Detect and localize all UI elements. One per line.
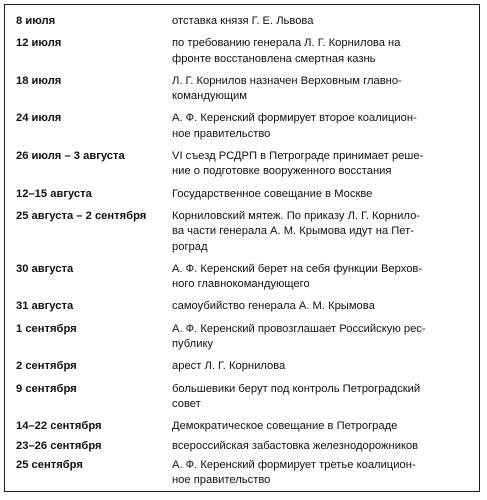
- table-row: [16, 382, 466, 413]
- row-event: А. Ф. Керенский провозглашает Российскую рес- публику: [172, 322, 426, 351]
- row-event: Государственное совещание в Москве: [172, 187, 373, 200]
- table-row: [16, 149, 466, 180]
- row-event: отставка князя Г. Е. Львова: [172, 15, 314, 27]
- table-row: [16, 262, 466, 293]
- row-date: 26 июля – 3 августа: [16, 150, 125, 163]
- row-event: Демократическое совещание в Петрограде: [172, 420, 398, 433]
- row-event: всероссийская забастовка железнодорожников: [172, 439, 419, 452]
- row-event: самоубийство генерала А. М. Крымова: [172, 300, 375, 313]
- row-event: по требованию генерала Л. Г. Корнилова на фронте восстановлена смертная казнь: [172, 37, 401, 65]
- table-row: [16, 74, 466, 105]
- row-date: 8 июля: [16, 15, 56, 27]
- table-row: [16, 439, 466, 454]
- row-date: 30 августа: [16, 262, 74, 275]
- table-row: [16, 14, 466, 29]
- row-date: 31 августа: [16, 300, 74, 313]
- table-row: [16, 209, 466, 255]
- row-date: 12–15 августа: [16, 187, 92, 200]
- table-row: [16, 322, 466, 353]
- row-date: 12 июля: [16, 37, 62, 50]
- table-row: [16, 36, 466, 67]
- row-date: 25 августа – 2 сентября: [16, 209, 147, 222]
- row-date: 9 сентября: [16, 382, 77, 395]
- chronology-table: [16, 14, 466, 495]
- row-event: Корниловский мятеж. По приказу Л. Г. Корнило- ва части генерала А. М. Крымова идут на Пет- роград: [172, 209, 421, 253]
- row-date: 25 сентября: [16, 458, 83, 471]
- row-event: Л. Г. Корнилов назначен Верховным главно- командующим: [172, 74, 402, 103]
- row-date: 1 сентября: [16, 322, 77, 335]
- row-date: 2 сентября: [16, 360, 77, 373]
- row-event: арест Л. Г. Корнилова: [172, 360, 286, 373]
- row-date: 18 июля: [16, 74, 62, 87]
- table-row: [16, 299, 466, 314]
- table-row: [16, 187, 466, 202]
- row-event: VI съезд РСДРП в Петрограде принимает реше- ние о подготовке вооруженного восстания: [172, 150, 424, 178]
- row-date: 24 июля: [16, 112, 62, 125]
- row-date: 23–26 сентября: [16, 439, 102, 452]
- table-row: [16, 111, 466, 142]
- row-event: А. Ф. Керенский формирует третье коалицион- ное правительство: [172, 458, 416, 487]
- row-event: А. Ф. Керенский формирует второе коалицион- ное правительство: [172, 112, 417, 140]
- row-event: большевики берут под контроль Петроградский совет: [172, 382, 421, 410]
- table-row: [16, 419, 466, 434]
- table-row: [16, 458, 466, 489]
- row-event: А. Ф. Керенский берет на себя функции Верхов- ного главнокомандующего: [172, 262, 423, 291]
- row-date: 14–22 сентября: [16, 420, 102, 433]
- table-row: [16, 359, 466, 374]
